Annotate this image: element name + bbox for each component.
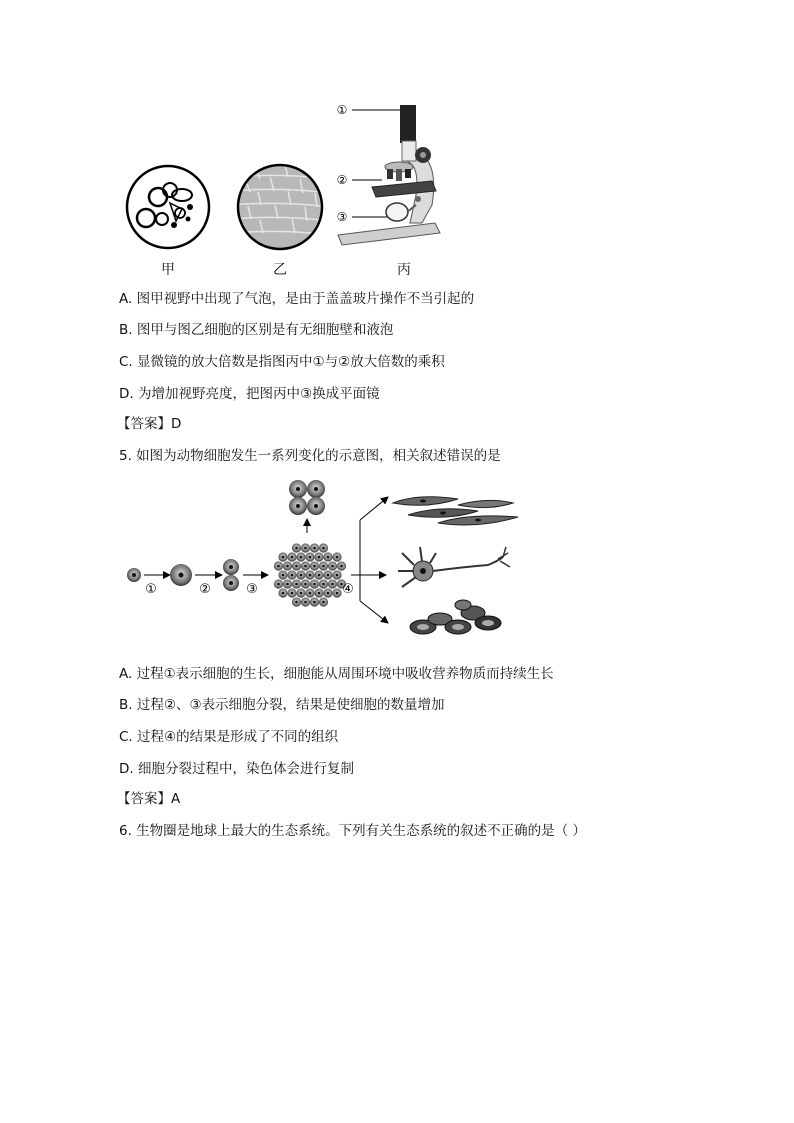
q5-option-c: C. 过程④的结果是形成了不同的组织 — [119, 729, 339, 745]
q6-stem: 6. 生物圈是地球上最大的生态系统。下列有关生态系统的叙述不正确的是（ ） — [119, 823, 586, 839]
muscle-cells-illustration — [393, 497, 518, 525]
process-label-4: ④ — [342, 582, 354, 597]
q4-answer: 【答案】D — [117, 416, 182, 432]
figure-microscope-views — [110, 95, 460, 255]
process-label-2: ② — [199, 582, 211, 597]
q4-option-a: A. 图甲视野中出现了气泡，是由于盖盖玻片操作不当引起的 — [119, 291, 475, 307]
process-label-1: ① — [145, 582, 157, 597]
cell-cluster-illustration — [274, 543, 346, 606]
callout-1: ① — [336, 103, 348, 117]
q5-stem: 5. 如图为动物细胞发生一系列变化的示意图，相关叙述错误的是 — [119, 448, 501, 464]
four-cells-illustration — [289, 480, 325, 515]
q5-answer: 【答案】A — [117, 791, 181, 807]
q4-option-b: B. 图甲与图乙细胞的区别是有无细胞壁和液泡 — [119, 322, 394, 338]
label-yi: 乙 — [273, 262, 287, 278]
q4-option-d: D. 为增加视野亮度，把图丙中③换成平面镜 — [119, 386, 380, 402]
view-bing-microscope-illustration — [338, 105, 440, 245]
q5-option-b: B. 过程②、③表示细胞分裂，结果是使细胞的数量增加 — [119, 697, 445, 713]
q5-option-d: D. 细胞分裂过程中，染色体会进行复制 — [119, 761, 354, 777]
neuron-illustration — [398, 547, 510, 587]
two-cells-illustration — [223, 559, 239, 591]
callout-3: ③ — [336, 210, 348, 224]
q5-option-a: A. 过程①表示细胞的生长，细胞能从周围环境中吸收营养物质而持续生长 — [119, 666, 554, 682]
process-label-3: ③ — [246, 582, 258, 597]
view-yi-onion-cells-illustration — [230, 165, 330, 249]
label-jia: 甲 — [161, 262, 175, 278]
label-bing: 丙 — [397, 262, 411, 278]
q4-option-c: C. 显微镜的放大倍数是指图丙中①与②放大倍数的乘积 — [119, 354, 445, 370]
view-jia-bubbles-illustration — [127, 166, 209, 248]
grown-cell-illustration — [170, 564, 192, 586]
blood-cells-illustration — [410, 600, 501, 634]
callout-2: ② — [336, 173, 348, 187]
small-cell-illustration — [127, 568, 141, 582]
figure-cell-development — [118, 475, 528, 645]
